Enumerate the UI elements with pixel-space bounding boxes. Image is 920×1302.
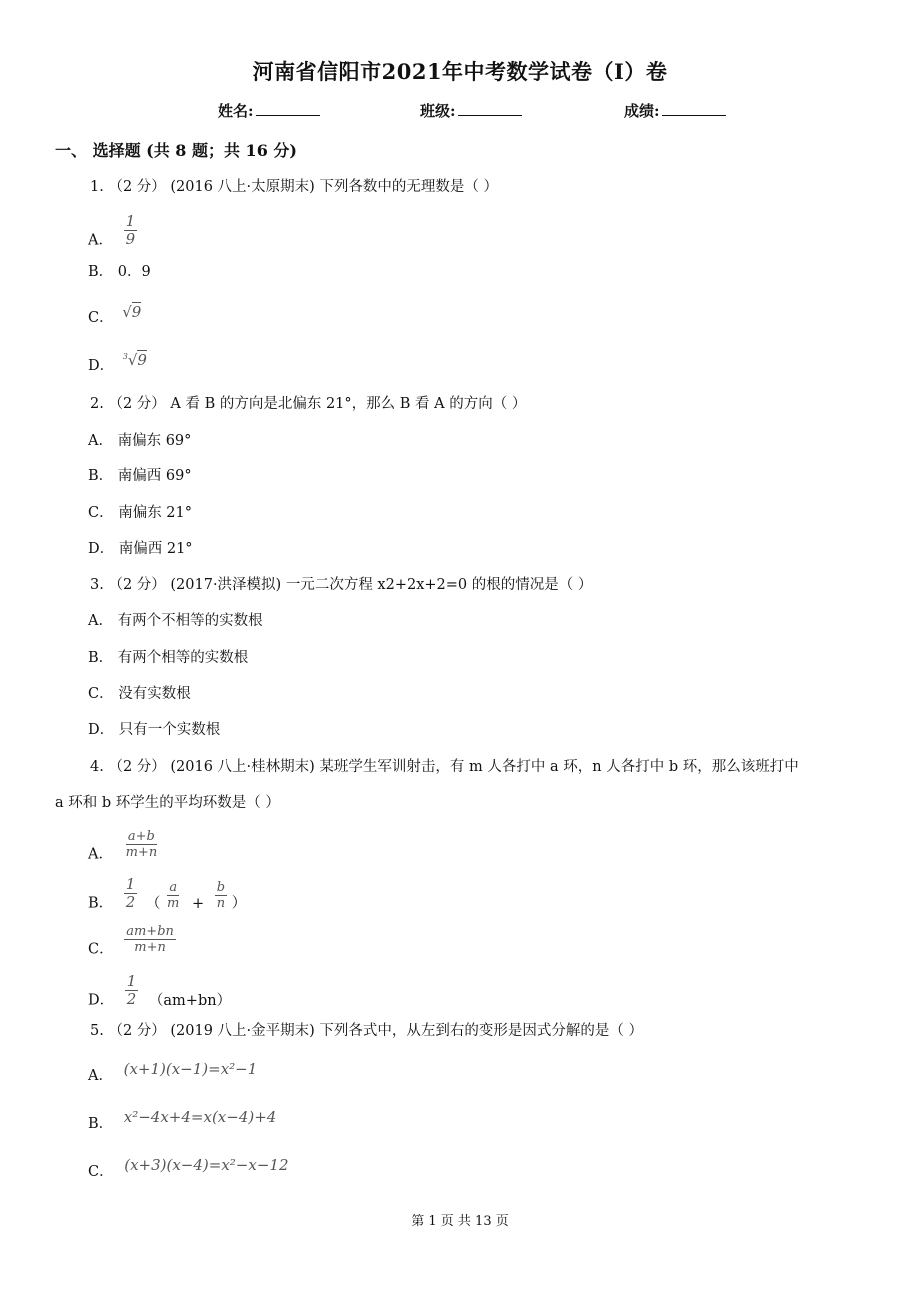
- question-5: 5. （2 分） (2019 八上·金平期末) 下列各式中，从左到右的变形是因式分解的是（ ）: [90, 1023, 644, 1039]
- name-blank[interactable]: [256, 101, 320, 116]
- question-1: 1. （2 分） (2016 八上·太原期末) 下列各数中的无理数是（ ）: [90, 179, 499, 195]
- q1-d-cube-root: $^3$√9: [122, 351, 147, 369]
- q1-c-radical: √9: [122, 303, 142, 321]
- q2-option-a: A． 南偏东 69°: [88, 433, 192, 449]
- page-footer: 第 1 页 共 13 页: [411, 1214, 509, 1229]
- q4-b-fraction-b: $\frac{b}{n}$: [216, 880, 226, 911]
- q5-a-expression: (x+1)(x−1)=x²−1: [123, 1060, 258, 1078]
- page-title: 河南省信阳市2021年中考数学试卷（I）卷: [252, 59, 668, 84]
- q1-option-c: C． √9: [88, 303, 142, 326]
- class-field: 班级:: [420, 100, 522, 121]
- q2-option-c: C． 南偏东 21°: [88, 505, 193, 521]
- q5-option-c: C． (x+3)(x−4)=x²−x−12: [88, 1156, 289, 1180]
- question-2: 2. （2 分） A 看 B 的方向是北偏东 21°，那么 B 看 A 的方向（ ）: [90, 396, 527, 412]
- q4-c-fraction: $\frac{am+bn}{m+n}$: [126, 924, 174, 955]
- q3-option-d: D． 只有一个实数根: [88, 722, 221, 738]
- q1-option-d: D． $^3$√9: [88, 351, 147, 374]
- q4-a-fraction: $\frac{a+b}{m+n}$: [125, 829, 158, 860]
- q3-option-a: A． 有两个不相等的实数根: [88, 613, 263, 629]
- q4-option-b: B． $\frac{1}{2}$ （ $\frac{a}{m}$ + $\frac{b}{n}$ ）: [88, 875, 247, 912]
- question-3: 3. （2 分） (2017·洪泽模拟) 一元二次方程 x2+2x+2=0 的根的情况是（ ）: [90, 577, 593, 593]
- q4-option-d: D． $\frac{1}{2}$ （am+bn）: [88, 972, 232, 1009]
- q1-a-fraction: $\frac{1}{9}$: [125, 212, 136, 248]
- q5-option-b: B． x²−4x+4=x(x−4)+4: [88, 1108, 277, 1132]
- question-4: 4. （2 分） (2016 八上·桂林期末) 某班学生军训射击，有 m 人各打中 a 环，n 人各打中 b 环，那么该班打中: [90, 759, 799, 775]
- q4-d-half: $\frac{1}{2}$: [126, 972, 137, 1008]
- section-heading: 一、 选择题 (共 8 题；共 16 分): [55, 141, 297, 160]
- q5-option-a: A． (x+1)(x−1)=x²−1: [88, 1060, 258, 1084]
- q2-option-b: B． 南偏西 69°: [88, 468, 192, 484]
- q2-option-d: D． 南偏西 21°: [88, 541, 193, 557]
- class-blank[interactable]: [458, 101, 522, 116]
- q1-option-b: B． 0．9: [88, 264, 151, 280]
- q4-b-fraction-a: $\frac{a}{m}$: [167, 880, 180, 911]
- q4-option-c: C． $\frac{am+bn}{m+n}$: [88, 924, 174, 958]
- q4-option-a: A． $\frac{a+b}{m+n}$: [88, 829, 158, 863]
- score-field: 成绩:: [624, 100, 726, 121]
- score-blank[interactable]: [662, 101, 726, 116]
- name-field: 姓名:: [218, 100, 320, 121]
- q5-b-expression: x²−4x+4=x(x−4)+4: [123, 1108, 277, 1126]
- question-4-cont: a 环和 b 环学生的平均环数是（ ）: [55, 795, 280, 811]
- q3-option-b: B． 有两个相等的实数根: [88, 650, 249, 666]
- q1-option-a: A． $\frac{1}{9}$: [88, 212, 136, 249]
- q5-c-expression: (x+3)(x−4)=x²−x−12: [124, 1156, 289, 1174]
- q3-option-c: C． 没有实数根: [88, 686, 191, 702]
- q4-b-half: $\frac{1}{2}$: [125, 875, 136, 911]
